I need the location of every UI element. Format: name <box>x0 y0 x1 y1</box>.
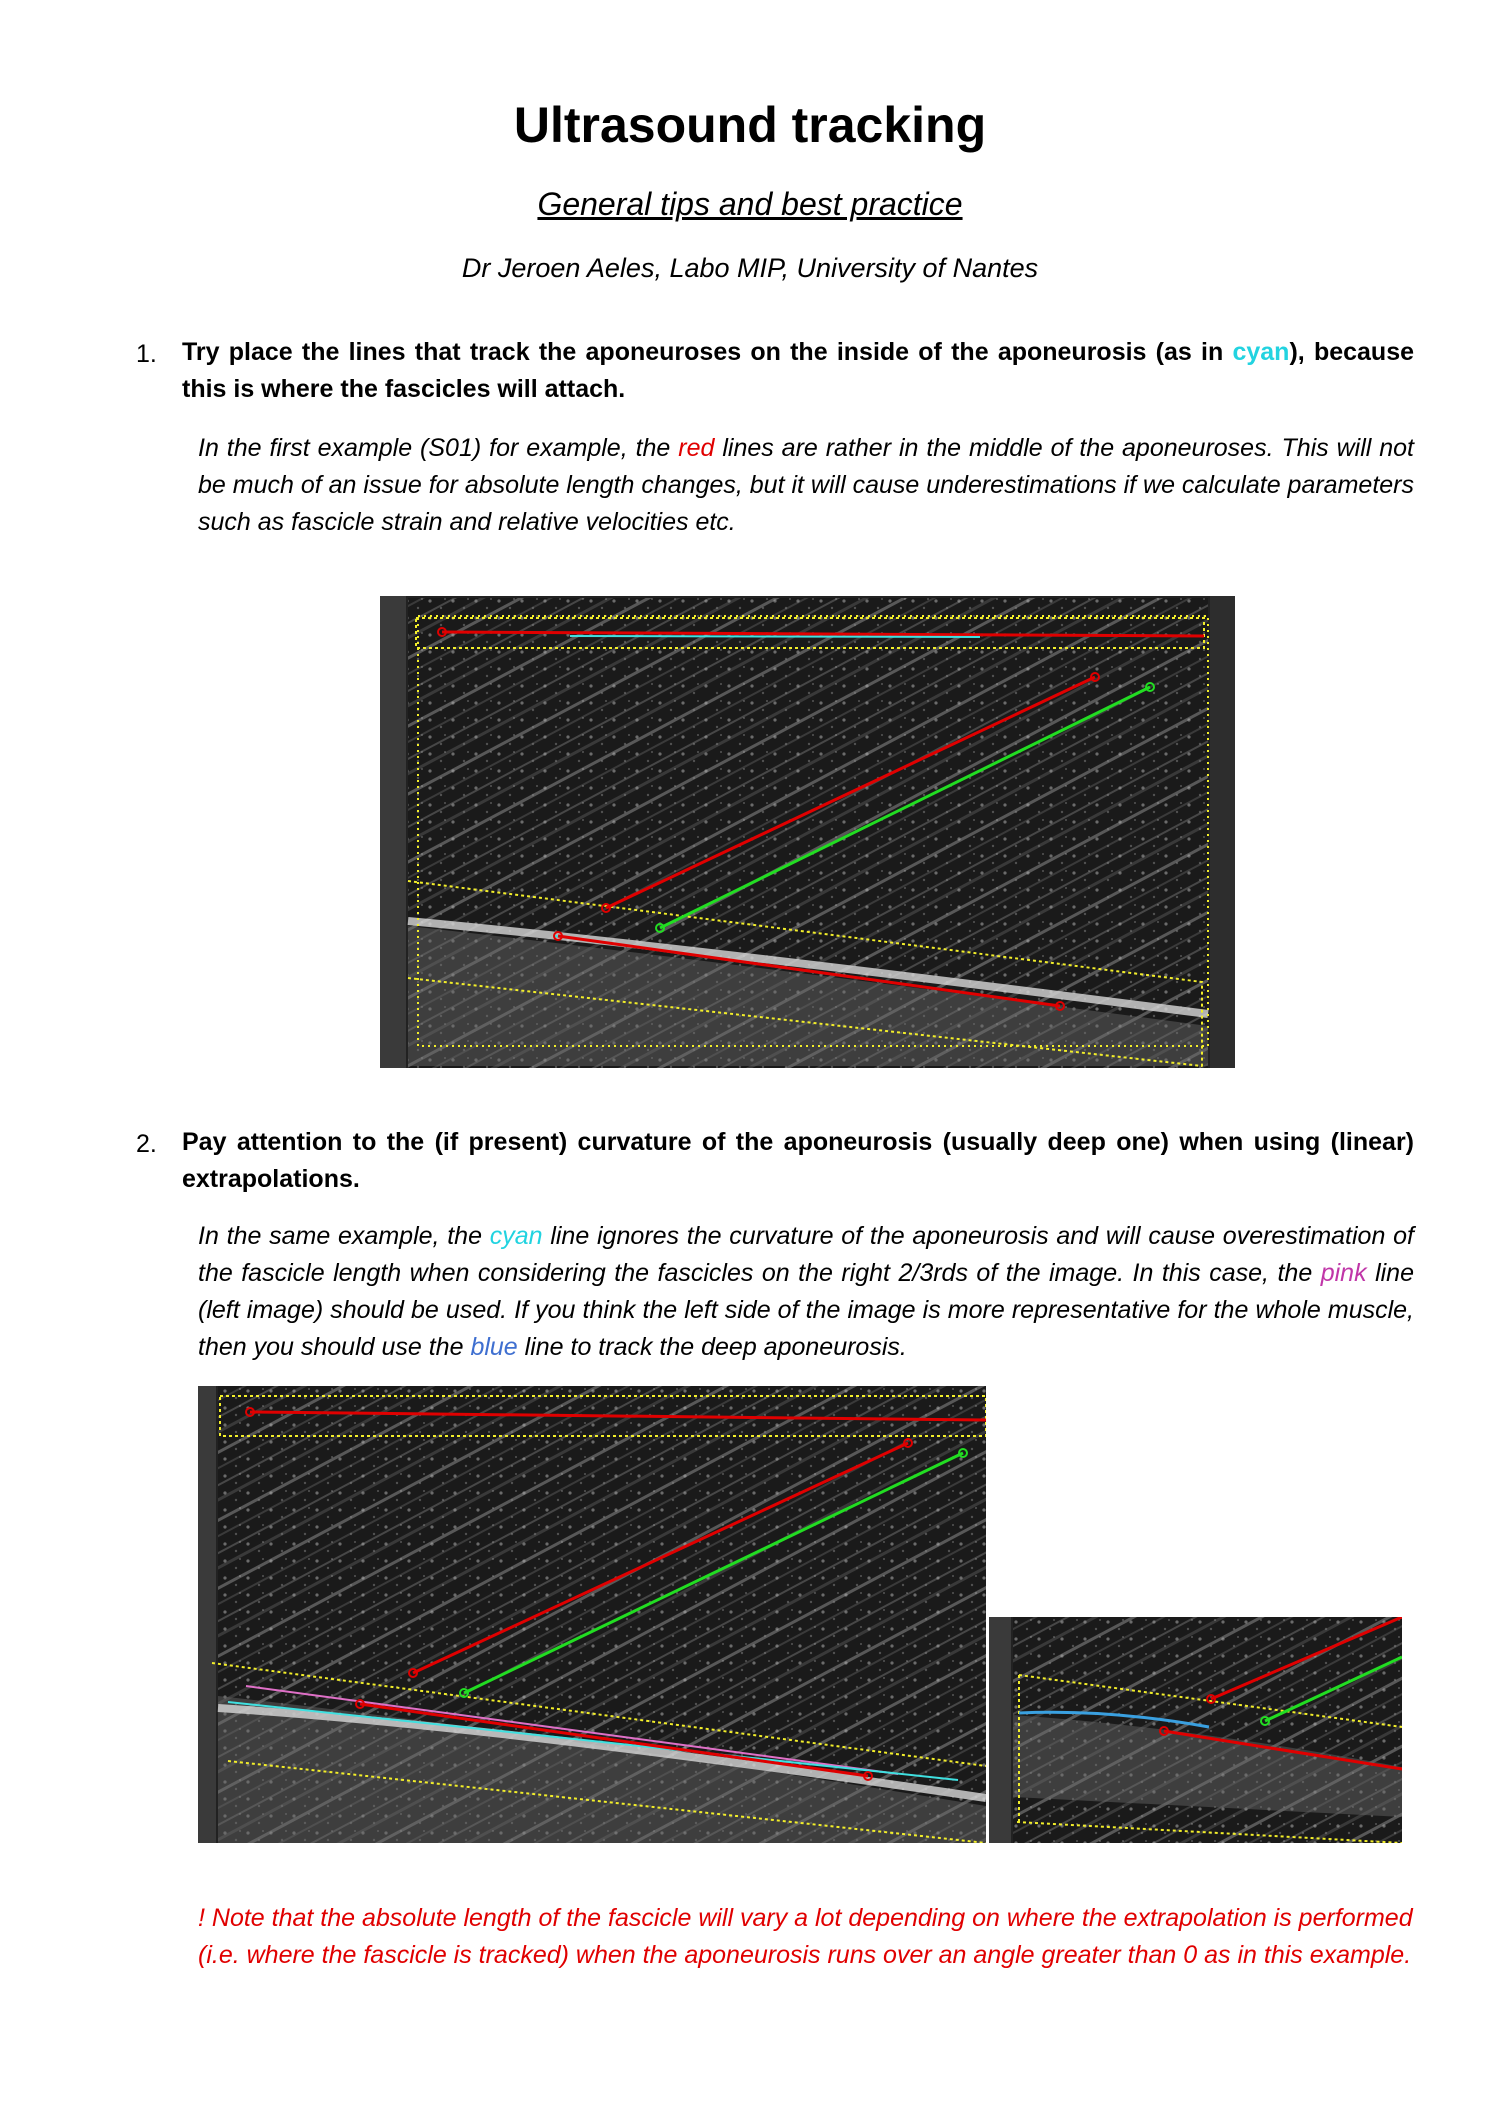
section-1-paragraph <box>198 430 1414 541</box>
section-1-para-red: red <box>678 434 715 462</box>
section-2-para-d: line to track the deep aponeurosis. <box>517 1333 907 1361</box>
section-2-number: 2. <box>136 1130 157 1158</box>
page-title: Ultrasound tracking <box>513 97 987 153</box>
ultrasound-figure-2-right <box>989 1617 1402 1843</box>
section-2-para-b: line ignores the curvature of the aponeurosis and will cause overestimation of the fascicle length when considering the fascicles on the right 2/3rds of the image. In this case, the <box>198 1222 1414 1287</box>
section-1-para-a: In the first example (S01) for example, the <box>198 434 679 462</box>
section-2-para-c: line (left image) should be used. If you think the left side of the image is more representative for the whole muscle, then you should use the <box>198 1259 1414 1361</box>
section-2-heading: Pay attention to the (if present) curvature of the aponeurosis (usually deep one) when using (linear) extrapolations. <box>182 1128 1414 1193</box>
ultrasound-figure-1 <box>380 596 1235 1068</box>
section-1-number: 1. <box>136 340 157 368</box>
figure-2-right-strip <box>989 1617 1011 1843</box>
section-1-heading-cyan: cyan <box>1232 338 1290 366</box>
section-2-paragraph <box>198 1218 1414 1366</box>
section-2-note: ! Note that the absolute length of the fascicle will vary a lot depending on where the extrapolation is performed (i.e. where the fascicle is tracked) when the aponeurosis runs over an angle greater than 0 as in this example. <box>198 1904 1413 1969</box>
section-2-para-pink: pink <box>1320 1259 1367 1287</box>
section-1-heading <box>182 334 1414 408</box>
ultrasound-figure-2-left <box>198 1386 986 1843</box>
page-subtitle: General tips and best practice <box>537 186 963 222</box>
section-2-para-a: In the same example, the <box>198 1222 490 1250</box>
section-1-para-b: lines are rather in the middle of the aponeuroses. This will not be much of an issue for absolute length changes, but it will cause underestimations if we calculate parameters such as fascicle strain and relative velocities etc. <box>198 434 1415 536</box>
figure-1-right-strip <box>1210 596 1235 1068</box>
section-2-para-blue: blue <box>470 1333 518 1361</box>
section-1-heading-text-a: Try place the lines that track the aponeuroses on the inside of the aponeurosis (as in <box>182 338 1233 366</box>
author-line: Dr Jeroen Aeles, Labo MIP, University of Nantes <box>461 253 1039 283</box>
figure-2-left-strip <box>198 1386 216 1843</box>
section-1-heading-text-b: ), because this is where the fascicles will attach. <box>182 338 1415 403</box>
figure-1-left-strip <box>380 596 406 1068</box>
figure-1-superficial-cyan-line <box>570 636 980 637</box>
section-2-para-cyan: cyan <box>489 1222 543 1250</box>
